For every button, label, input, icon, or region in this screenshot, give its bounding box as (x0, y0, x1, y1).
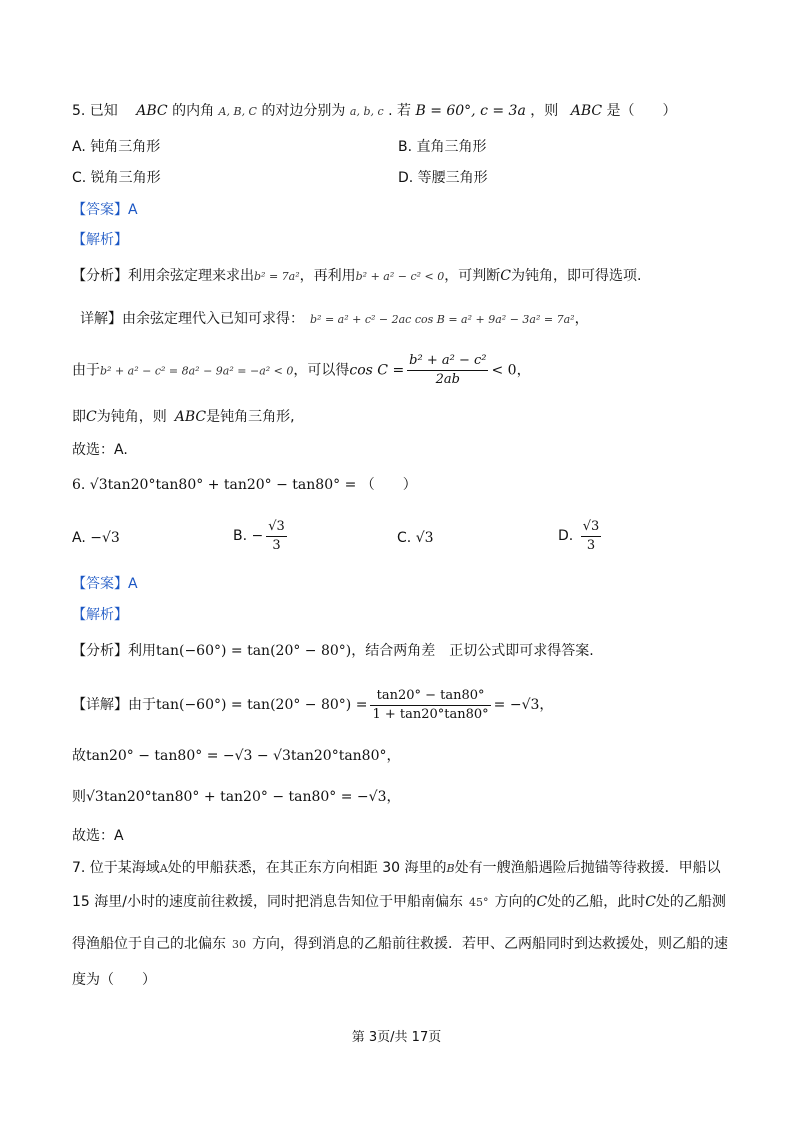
text: . 若 (388, 103, 411, 119)
math: 30 (232, 938, 246, 951)
text: 是（ ） (606, 103, 677, 119)
text: 由于 (72, 362, 100, 379)
option-label: B. (233, 528, 248, 544)
text: 的内角 (172, 103, 215, 119)
text: 则 (72, 789, 86, 805)
text: 15 海里/小时的速度前往救援，同时把消息告知位于甲船南偏东 (72, 894, 463, 910)
option-label: A. (72, 530, 86, 546)
text: ， (386, 789, 401, 805)
text: 即 (72, 409, 86, 425)
text: 得渔船位于自己的北偏东 (72, 936, 226, 952)
q5-select: 故选：A. (72, 442, 128, 458)
math: A (159, 862, 168, 875)
text: 的对边分别为 (261, 103, 346, 119)
fraction (407, 352, 488, 389)
q5-xiangjie (80, 309, 589, 330)
text: ， (574, 311, 589, 327)
text: ， (386, 748, 401, 764)
text: 故 (72, 748, 86, 764)
numerator: tan20° − tan80° (370, 687, 490, 706)
option-label: D. (558, 528, 574, 544)
math: B (446, 862, 455, 875)
q6-option-d (558, 516, 604, 556)
math-stem: 6. √3tan20°tan80° + tan20° − tan80° = （ ） (72, 477, 417, 493)
analysis-label: 【解析】 (72, 232, 128, 248)
text: ，则 (530, 103, 559, 119)
text: 方向的 (494, 894, 537, 910)
numerator: √3 (266, 518, 287, 537)
text: 处有一艘渔船遇险后抛锚等待救援．甲船以 (454, 860, 721, 876)
q6-option-c (397, 528, 434, 548)
math: √3tan20°tan80° + tan20° − tan80° = −√3 (86, 789, 387, 805)
math-abc: ABC (136, 103, 168, 119)
q7-line-2 (72, 892, 726, 913)
q6-select: 故选：A (72, 828, 124, 844)
q5-yinwei (72, 352, 531, 390)
q7-line-4: 度为（ ） (72, 972, 156, 988)
answer-label: 【答案】A (72, 202, 138, 218)
text: 【分析】利用余弦定理来求出 (72, 268, 254, 284)
math: 45° (468, 896, 489, 909)
q6-ze (72, 787, 401, 807)
math-abc: ABC (570, 103, 603, 119)
fraction (266, 518, 287, 555)
q6-answer (72, 574, 138, 594)
math: C (500, 268, 511, 284)
math: −√3 (90, 530, 120, 546)
text: 处的乙船，此时 (547, 894, 646, 910)
text: 处的乙船测 (655, 894, 726, 910)
numerator: b² + a² − c² (407, 352, 488, 371)
q5-answer (72, 200, 138, 220)
text: ， (539, 697, 554, 713)
q6-fenxi (72, 641, 594, 661)
math: b² + a² − c² < 0 (355, 270, 445, 283)
q6-stem (72, 475, 417, 495)
q6-xiangjie (72, 685, 553, 725)
text: 7. 位于某海域 (72, 860, 160, 876)
text: 详解】由余弦定理代入已知可求得： (80, 311, 304, 327)
fraction (581, 518, 602, 555)
text: 【分析】利用 (72, 643, 156, 659)
option-label: C. (397, 530, 412, 546)
math: b² = 7a² (254, 270, 300, 283)
q7-line-3 (72, 934, 728, 955)
text: 是钝角三角形, (206, 409, 295, 425)
answer-label: 【答案】A (72, 576, 138, 592)
math: < 0 (491, 362, 517, 379)
math: √3 (415, 530, 434, 546)
math: C (536, 894, 548, 910)
denominator: 2ab (435, 372, 460, 387)
math-sides: a, b, c (349, 105, 384, 118)
math-abc: ABC (174, 409, 207, 425)
q6-analysis-heading (72, 605, 128, 625)
math: cos C = (349, 362, 405, 379)
text: 为钝角，即可得选项. (510, 268, 642, 284)
q5-option-b: B. 直角三角形 (398, 139, 487, 155)
q7-line-1 (72, 858, 721, 879)
math: C (86, 409, 97, 425)
analysis-label: 【解析】 (72, 607, 128, 623)
math: tan20° − tan80° = −√3 − √3tan20°tan80° (86, 748, 387, 764)
math: = −√3 (493, 697, 540, 713)
fraction (370, 687, 490, 724)
denominator: 3 (272, 537, 281, 553)
math: tan(−60°) = tan(20° − 80°) (156, 643, 352, 659)
q5-option-c: C. 锐角三角形 (72, 170, 161, 186)
q6-option-a (72, 528, 120, 548)
math: b² + a² − c² = 8a² − 9a² = −a² < 0 (100, 364, 294, 378)
denominator: 3 (586, 537, 596, 553)
math-condition: B = 60°, c = 3a (415, 103, 526, 119)
text: ，可以得 (293, 362, 350, 379)
text: ，可判断 (444, 268, 501, 284)
q5-stem (72, 101, 677, 122)
text: ，再利用 (299, 268, 356, 284)
denominator: 1 + tan20°tan80° (372, 706, 489, 722)
text: 5. 已知 (72, 103, 118, 119)
math: tan(−60°) = tan(20° − 80°) = (156, 697, 368, 713)
math: b² = a² + c² − 2ac cos B = a² + 9a² − 3a² = 7a² (310, 313, 575, 326)
text: 处的甲船获悉，在其正东方向相距 30 海里的 (167, 860, 447, 876)
q5-option-d: D. 等腰三角形 (398, 170, 488, 186)
q5-ji (72, 407, 295, 427)
text: ，结合两角差 正切公式即可求得答案. (351, 643, 594, 659)
text: ， (516, 362, 531, 379)
math: C (645, 894, 656, 910)
q5-analysis-heading (72, 230, 128, 250)
numerator: √3 (581, 518, 602, 537)
math-angles: A, B, C (218, 105, 257, 118)
q6-gu (72, 746, 401, 766)
page-footer: 第 3页/共 17页 (351, 1030, 442, 1045)
text: 方向，得到消息的乙船前往救援．若甲、乙两船同时到达救援处，则乙船的速 (252, 936, 728, 952)
text: 为钝角，则 (96, 409, 167, 425)
q5-option-a: A. 钝角三角形 (72, 139, 161, 155)
text: 【详解】由于 (72, 697, 156, 713)
q5-fenxi (72, 266, 641, 287)
q6-option-b (233, 516, 290, 556)
math: − (251, 528, 264, 544)
